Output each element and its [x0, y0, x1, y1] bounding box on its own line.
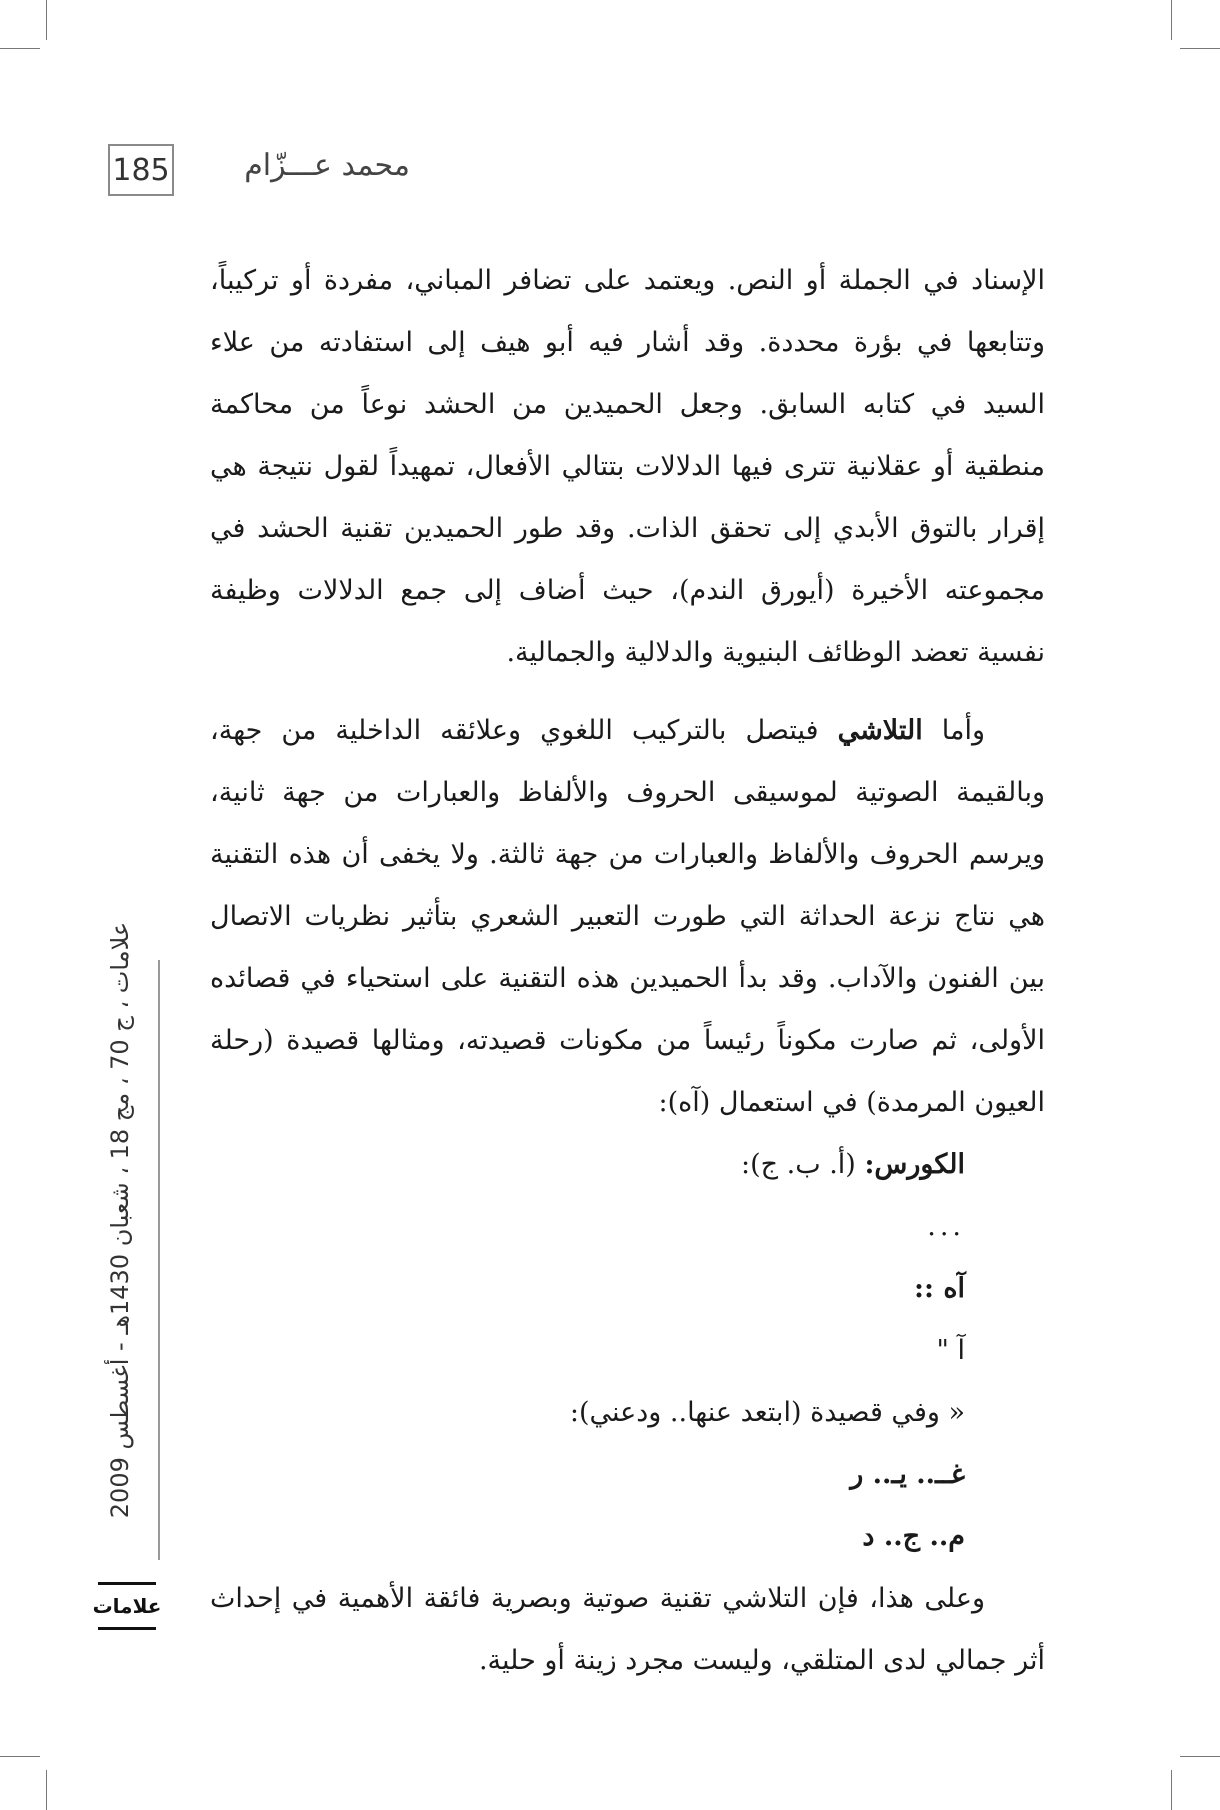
verse-line-6: غــ.. يـ.. ر [850, 1459, 965, 1490]
running-head-author: محمد عـــزّام [244, 148, 410, 183]
paragraph-2 [210, 700, 1045, 1134]
verse-line-3: آه :: [914, 1273, 965, 1304]
paragraph-2-rest: فيتصل بالتركيب اللغوي وعلائقه الداخلية من جهة، وبالقيمة الصوتية لموسيقى الحروف والألفاظ والعبارات من جهة ثانية، ويرسم الحروف والألفاظ والعبارات من جهة ثالثة. ولا يخفى أن هذه التقنية هي نتاج نزعة الحداثة التي طورت التعبير الشعري بتأثير نظريات الاتصال بين الفنون والآداب. وقد بدأ الحميدين هذه التقنية على استحياء في قصائده الأولى، ثم صارت مكوناً رئيساً من مكونات قصيدته، ومثالها قصيدة (رحلة العيون المرمدة) في استعمال (آه): [210, 715, 1045, 1118]
paragraph-3: وعلى هذا، فإن التلاشي تقنية صوتية وبصرية فائقة الأهمية في إحداث أثر جمالي لدى المتلقي، وليست مجرد زينة أو حلية. [210, 1583, 1045, 1676]
crop-mark-bottom-right-v [1171, 1770, 1172, 1810]
verse-line-5: « وفي قصيدة (ابتعد عنها.. ودعني): [569, 1397, 965, 1428]
article-body [210, 250, 1045, 1692]
journal-issue-info: علامات ، ج 70 ، مج 18 ، شعبان 1430هـ - أغسطس 2009 [106, 921, 134, 1519]
page-number: 185 [108, 144, 174, 196]
crop-mark-top-left-v [46, 0, 47, 40]
paragraph-1: الإسناد في الجملة أو النص. ويعتمد على تضافر المباني، مفردة أو تركيباً، وتتابعها في بؤرة محددة. وقد أشار فيه أبو هيف إلى استفادته من علاء السيد في كتابه السابق. وجعل الحميدين من الحشد نوعاً من محاكمة منطقية أو عقلانية تترى فيها الدلالات بتتالي الأفعال، تمهيداً لقول نتيجة هي إقرار بالتوق الأبدي إلى تحقق الذات. وقد طور الحميدين تقنية الحشد في مجموعته الأخيرة (أيورق الندم)، حيث أضاف إلى جمع الدلالات وظيفة نفسية تعضد الوظائف البنيوية والدلالية والجمالية. [210, 265, 1045, 668]
crop-mark-top-left-h [0, 48, 40, 49]
crop-mark-bottom-left-v [46, 1770, 47, 1810]
journal-logo: علامات [98, 1582, 156, 1630]
crop-mark-bottom-left-h [0, 1756, 40, 1757]
crop-mark-top-right-v [1171, 0, 1172, 40]
term-talashi: التلاشي [837, 715, 923, 746]
verse-line-4: آ " [936, 1335, 965, 1366]
verse-chorus-letters: (أ. ب. ج): [741, 1149, 856, 1180]
crop-mark-top-right-h [1180, 48, 1220, 49]
side-divider [158, 960, 160, 1560]
verse-line-1 [210, 1134, 1045, 1196]
verse-chorus-label: الكورس: [864, 1149, 965, 1180]
crop-mark-bottom-right-h [1180, 1756, 1220, 1757]
paragraph-2-lead: وأما [941, 715, 985, 746]
verse-line-7: م.. ج.. د [862, 1521, 965, 1552]
verse-line-2: ... [927, 1211, 965, 1242]
